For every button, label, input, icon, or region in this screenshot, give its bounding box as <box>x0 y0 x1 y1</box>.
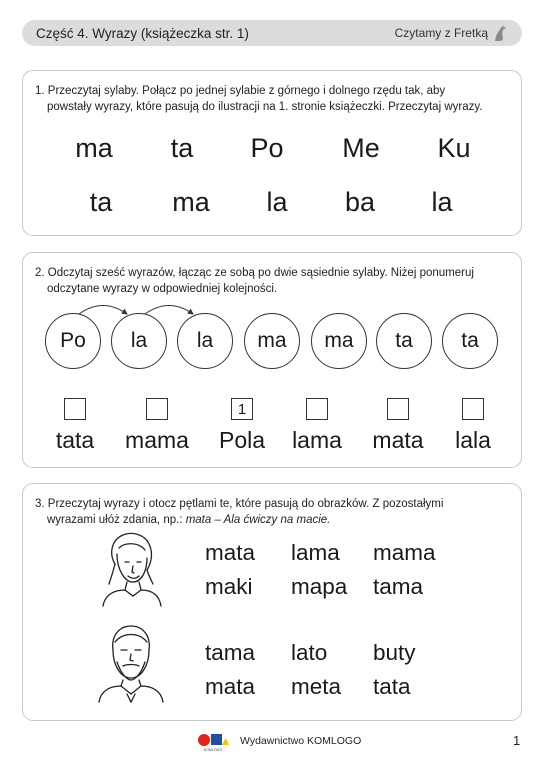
bottom-syllable[interactable]: la <box>266 187 288 217</box>
number-box[interactable] <box>146 398 168 420</box>
word-option[interactable]: tama <box>205 640 256 665</box>
instruction-example: mata – Ala ćwiczy na macie. <box>185 514 331 526</box>
instruction-text: wyrazami ułóż zdania, np.: <box>47 514 186 526</box>
top-syllable[interactable]: Me <box>342 133 380 163</box>
page-title: Część 4. Wyrazy (książeczka str. 1) <box>36 25 249 41</box>
page-number: 1 <box>513 733 521 748</box>
instruction-line: 3. Przeczytaj wyrazy i otocz pętlami te, które pasują do obrazków. Z pozostałymi <box>35 498 444 510</box>
instruction-line: powstały wyrazy, które pasują do ilustracji na 1. stronie książeczki. Przeczytaj wyrazy. <box>47 101 483 113</box>
instruction-line: 1. Przeczytaj sylaby. Połącz po jednej sylabie z górnego i dolnego rzędu tak, aby <box>35 85 446 97</box>
task-3 <box>22 483 522 721</box>
publisher-name: Wydawnictwo KOMLOGO <box>240 735 362 747</box>
word-option[interactable]: tata <box>373 674 411 699</box>
syllable-circle[interactable]: ta <box>376 313 432 369</box>
man-portrait-image <box>93 620 169 704</box>
page-footer <box>0 726 543 756</box>
bottom-syllable[interactable]: ma <box>172 187 210 217</box>
word: lama <box>292 427 342 453</box>
word: mama <box>125 427 189 453</box>
word: Pola <box>218 427 266 453</box>
word-option[interactable]: buty <box>373 640 416 665</box>
word-option[interactable]: meta <box>291 674 342 699</box>
bottom-syllable[interactable]: ba <box>344 187 376 217</box>
syllable-circle[interactable]: la <box>177 313 233 369</box>
task-3-instruction <box>35 496 515 528</box>
word: mata <box>372 427 424 453</box>
syllable-circle[interactable]: Po <box>45 313 101 369</box>
word: lala <box>455 427 491 453</box>
top-syllable[interactable]: Po <box>250 133 284 163</box>
logo-text: KOMLOGO <box>203 748 223 752</box>
woman-portrait-image <box>95 528 167 608</box>
top-syllable[interactable]: ma <box>75 133 113 163</box>
word-option[interactable]: maki <box>205 574 253 599</box>
word-option[interactable]: mata <box>205 540 256 565</box>
komlogo-logo <box>196 732 230 752</box>
word-option[interactable]: tama <box>373 574 424 599</box>
task-2 <box>22 252 522 468</box>
word-option[interactable]: mata <box>205 674 256 699</box>
series-label <box>395 24 508 42</box>
task-2-instruction <box>35 265 515 297</box>
word-option[interactable]: mama <box>373 540 436 565</box>
instruction-line <box>35 512 515 528</box>
top-syllable[interactable]: Ku <box>437 133 471 163</box>
word-option[interactable]: mapa <box>291 574 348 599</box>
ferret-icon <box>492 24 508 42</box>
bottom-syllable[interactable]: ta <box>89 187 113 217</box>
number-box[interactable] <box>387 398 409 420</box>
word-option[interactable]: lato <box>291 640 328 665</box>
instruction-line: odczytane wyrazy w odpowiedniej kolejności. <box>47 283 278 295</box>
number-box[interactable] <box>64 398 86 420</box>
word-option[interactable]: lama <box>291 540 340 565</box>
page-header <box>22 20 522 46</box>
word: tata <box>55 427 95 453</box>
syllable-circle[interactable]: ma <box>311 313 367 369</box>
syllable-circle[interactable]: ma <box>244 313 300 369</box>
top-syllable[interactable]: ta <box>170 133 194 163</box>
syllable-circle[interactable]: ta <box>442 313 498 369</box>
series-name: Czytamy z Fretką <box>394 26 488 40</box>
bottom-syllable[interactable]: la <box>431 187 453 217</box>
task-1 <box>22 70 522 236</box>
number-box[interactable]: 1 <box>231 398 253 420</box>
task-1-instruction <box>35 83 515 115</box>
number-box[interactable] <box>306 398 328 420</box>
number-box[interactable] <box>462 398 484 420</box>
instruction-line: 2. Odczytaj sześć wyrazów, łącząc ze sobą po dwie sąsiednie sylaby. Niżej ponumeruj <box>35 267 474 279</box>
syllable-circle[interactable]: la <box>111 313 167 369</box>
